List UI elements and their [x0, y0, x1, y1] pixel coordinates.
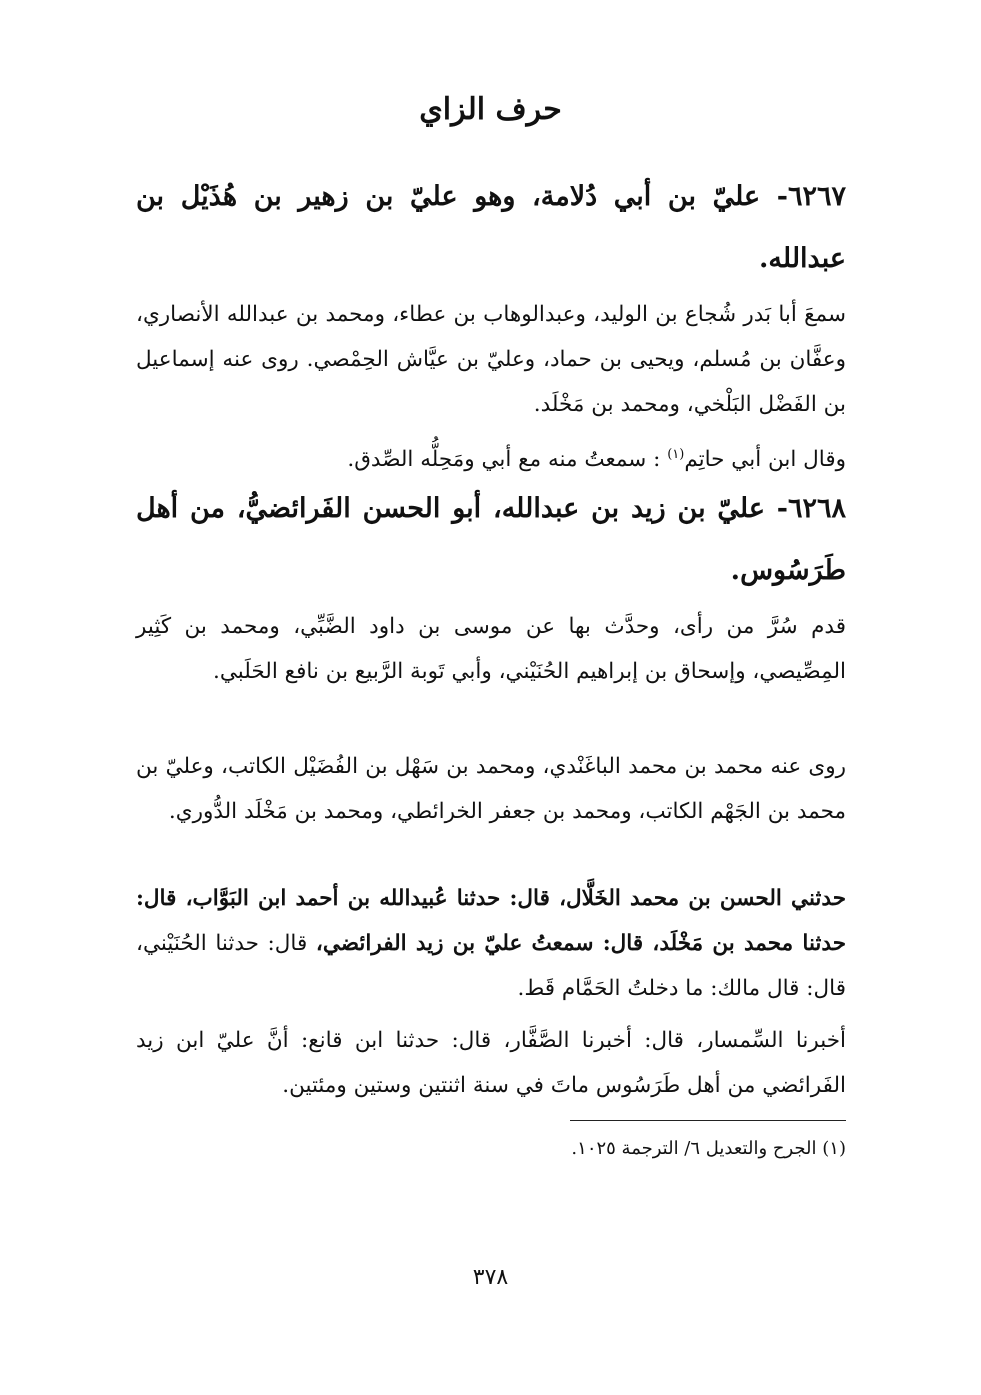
paragraph-3: قدم سُرَّ من رأى، وحدَّث بها عن موسى بن داود الضَّبِّي، ومحمد بن كَثِير المِصِّيصي، وإسحاق بن إبراهيم الحُنَيْني، وأبي تَوبة الرَّبيع بن نافع الحَلَبي.	[136, 614, 846, 684]
footnote-divider	[570, 1120, 846, 1121]
paragraph-2-text: وقال ابن أبي حاتِم	[684, 447, 846, 473]
footnote-marker: (١)	[822, 1138, 846, 1159]
paragraph-4: روى عنه محمد بن محمد الباغَنْدي، ومحمد بن سَهْل بن الفُضَيْل الكاتب، وعليّ بن محمد بن الجَهْم الكاتب، ومحمد بن جعفر الخرائطي، ومحمد بن مَخْلَد الدُّوري.	[136, 754, 846, 824]
paragraph-5-text: قال: حدثنا الحُنَيْني، قال: قال مالك: ما دخلتُ الحَمَّام قَط.	[136, 931, 846, 1001]
entry-heading-6268: ٦٢٦٨- عليّ بن زيد بن عبدالله، أبو الحسن الفَرائضيُّ، من أهل طَرَسُوس.	[136, 493, 846, 586]
paragraph-5-isnad: حدثني الحسن بن محمد الخَلَّال، قال: حدثنا عُبيدالله بن أحمد ابن البَوَّاب، قال: حدثنا محمد بن مَخْلَد، قال: سمعتُ عليّ بن زيد الفرائضي،	[136, 886, 846, 956]
footnote-reference: (١)	[667, 447, 685, 462]
paragraph-6: أخبرنا السِّمسار، قال: أخبرنا الصَّفَّار، قال: حدثنا ابن قانع: أنَّ عليّ ابن زيد الفَرائضي من أهل طَرَسُوس ماتَ في سنة اثنتين وستين ومئتين.	[136, 1028, 846, 1098]
paragraph-5	[136, 876, 846, 1011]
page-number: ٣٧٨	[472, 1265, 509, 1290]
entry-heading-6267: ٦٢٦٧- عليّ بن أبي دُلامة، وهو عليّ بن زهير بن هُذَيْل بن عبدالله.	[136, 181, 846, 274]
footnote-text: الجرح والتعديل ٦/ الترجمة ١٠٢٥.	[571, 1138, 817, 1159]
paragraph-2-text-end: : سمعتُ منه مع أبي ومَحِلُّه الصِّدق.	[347, 447, 661, 473]
paragraph-2	[136, 432, 846, 482]
page-title: حرف الزاي	[419, 92, 562, 127]
footnote	[136, 1134, 846, 1164]
paragraph-1: سمعَ أبا بَدر شُجاع بن الوليد، وعبدالوهاب بن عطاء، ومحمد بن عبدالله الأنصاري، وعفَّان بن مُسلم، ويحيى بن حماد، وعليّ بن عيَّاش الحِمْصي. روى عنه إسماعيل بن الفَضْل البَلْخي، ومحمد بن مَخْلَد.	[136, 302, 846, 417]
